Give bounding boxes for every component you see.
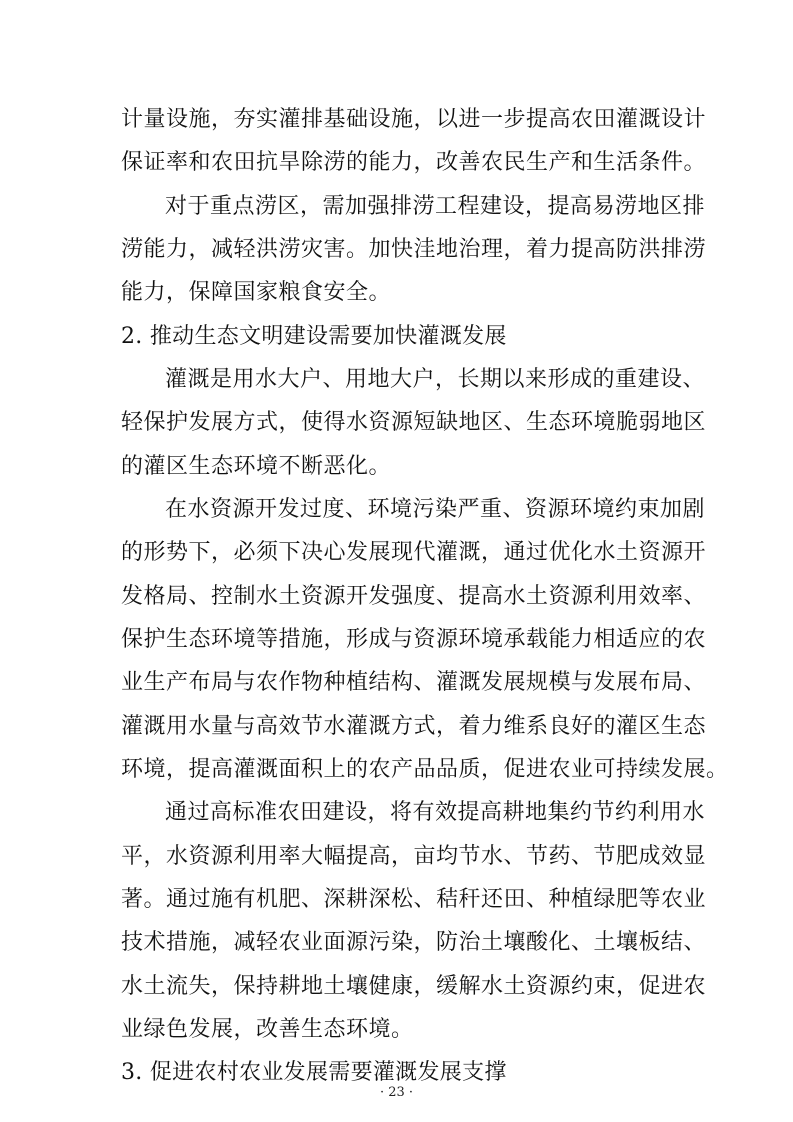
body-text-line: 环境，提高灌溉面积上的农产品品质，促进农业可持续发展。	[121, 757, 729, 782]
body-text-line: 保证率和农田抗旱除涝的能力，改善农民生产和生活条件。	[121, 150, 707, 175]
paragraph-first-line: 灌溉是用水大户、用地大户，长期以来形成的重建设、	[165, 367, 706, 392]
body-text-line: 涝能力，减轻洪涝灾害。加快洼地治理，着力提高防洪排涝	[121, 237, 707, 262]
body-text-line: 业生产布局与农作物种植结构、灌溉发展规模与发展布局、	[121, 670, 707, 695]
section-heading-3: 3. 促进农村农业发展需要灌溉发展支撑	[121, 1060, 507, 1085]
body-text-line: 计量设施，夯实灌排基础设施，以进一步提高农田灌溉设计	[121, 107, 707, 132]
section-heading-2: 2. 推动生态文明建设需要加快灌溉发展	[121, 324, 507, 349]
paragraph-first-line: 在水资源开发过度、环境污染严重、资源环境约束加剧	[165, 497, 706, 522]
body-text-line: 发格局、控制水土资源开发强度、提高水土资源利用效率、	[121, 584, 707, 609]
body-text-line: 水土流失，保持耕地土壤健康，缓解水土资源约束，促进农	[121, 974, 707, 999]
body-text-line: 业绿色发展，改善生态环境。	[121, 1017, 414, 1042]
page-number: · 23 ·	[379, 1085, 414, 1100]
body-text-line: 技术措施，减轻农业面源污染，防治土壤酸化、土壤板结、	[121, 930, 707, 955]
body-text-line: 轻保护发展方式，使得水资源短缺地区、生态环境脆弱地区	[121, 410, 707, 435]
paragraph-first-line: 对于重点涝区，需加强排涝工程建设，提高易涝地区排	[165, 194, 706, 219]
body-text-line: 著。通过施有机肥、深耕深松、秸秆还田、种植绿肥等农业	[121, 887, 707, 912]
body-text-line: 平，水资源利用率大幅提高，亩均节水、节药、节肥成效显	[121, 844, 707, 869]
paragraph-first-line: 通过高标准农田建设，将有效提高耕地集约节约利用水	[165, 800, 706, 825]
body-text-line: 的形势下，必须下决心发展现代灌溉，通过优化水土资源开	[121, 540, 707, 565]
body-text-line: 灌溉用水量与高效节水灌溉方式，着力维系良好的灌区生态	[121, 714, 707, 739]
body-text-line: 保护生态环境等措施，形成与资源环境承载能力相适应的农	[121, 627, 707, 652]
body-text-line: 能力，保障国家粮食安全。	[121, 280, 392, 305]
body-text-line: 的灌区生态环境不断恶化。	[121, 454, 392, 479]
